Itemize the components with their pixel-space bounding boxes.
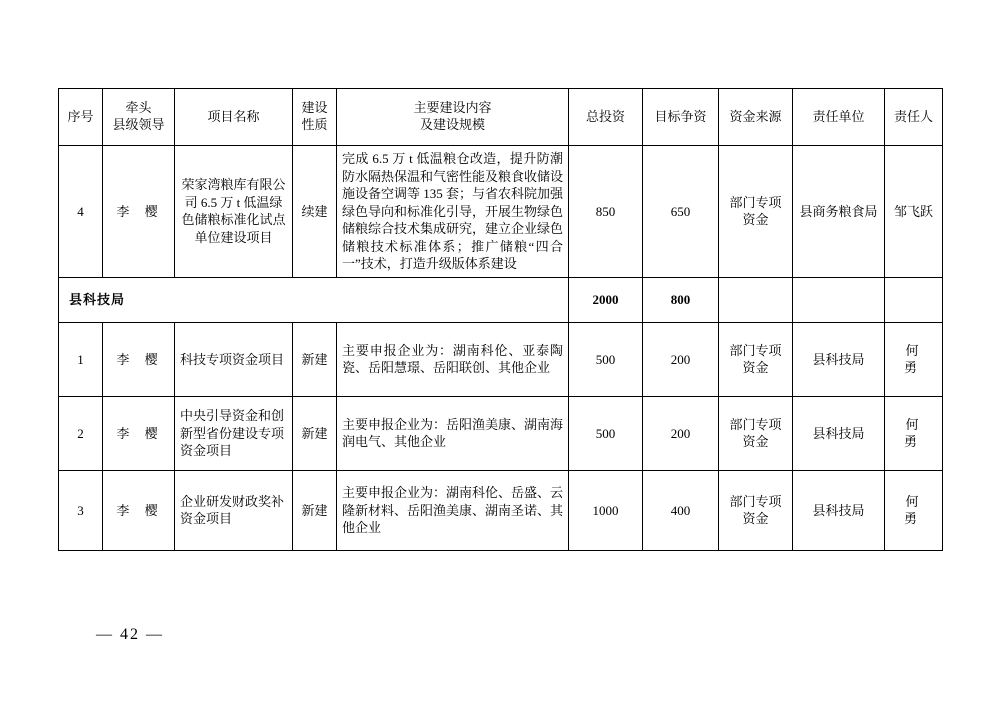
cell-responsible-person	[885, 470, 943, 550]
cell-seq: 1	[59, 322, 103, 396]
header-content-line1: 主要建设内容	[413, 100, 492, 116]
cell-content: 主要申报企业为：湖南科伦、亚泰陶瓷、岳阳慧璟、岳阳联创、其他企业	[337, 322, 569, 396]
table-header	[59, 89, 943, 146]
header-leader-line1: 牵头	[125, 100, 152, 116]
cell-target-funding: 200	[643, 322, 719, 396]
header-nature	[293, 89, 337, 146]
header-target-funding: 目标争资	[643, 89, 719, 146]
cell-project-name: 企业研发财政奖补资金项目	[175, 470, 293, 550]
cell-leader	[103, 322, 175, 396]
cell-nature: 新建	[293, 322, 337, 396]
cell-leader	[103, 470, 175, 550]
cell-content: 完成 6.5 万 t 低温粮仓改造，提升防潮防水隔热保温和气密性能及粮食收储设施设备空调等 135 套；与省农科院加强绿色导向和标准化引导，开展生物绿色储粮综合技术集成研究，建立企业绿色储粮技术标准体系；推广储粮“四合一”技术，打造升级版体系建设	[337, 146, 569, 278]
project-table-container	[58, 88, 942, 551]
table-body	[59, 146, 943, 551]
cell-responsible-unit: 县科技局	[793, 396, 885, 470]
cell-target-funding: 200	[643, 396, 719, 470]
cell-leader	[103, 396, 175, 470]
header-responsible-unit: 责任单位	[793, 89, 885, 146]
cell-responsible-person: 邹飞跃	[885, 146, 943, 278]
cell-fund-source: 部门专项资金	[719, 146, 793, 278]
cell-content: 主要申报企业为：湖南科伦、岳盛、云隆新材料、岳阳渔美康、湖南圣诺、其他企业	[337, 470, 569, 550]
group-responsible-unit	[793, 277, 885, 322]
cell-project-name: 中央引导资金和创新型省份建设专项资金项目	[175, 396, 293, 470]
header-leader	[103, 89, 175, 146]
leader-name: 李 樱	[116, 351, 164, 367]
header-content	[337, 89, 569, 146]
cell-nature: 新建	[293, 470, 337, 550]
cell-responsible-person	[885, 396, 943, 470]
cell-seq: 4	[59, 146, 103, 278]
cell-responsible-unit: 县商务粮食局	[793, 146, 885, 278]
header-nature-line2: 性质	[301, 117, 328, 132]
table-row	[59, 146, 943, 278]
group-responsible-person	[885, 277, 943, 322]
leader-name: 李 樱	[116, 502, 164, 518]
group-target-funding: 800	[643, 277, 719, 322]
leader-name: 李 樱	[116, 425, 164, 441]
cell-responsible-unit: 县科技局	[793, 470, 885, 550]
cell-total-investment: 500	[569, 396, 643, 470]
cell-nature: 新建	[293, 396, 337, 470]
cell-seq: 3	[59, 470, 103, 550]
cell-seq: 2	[59, 396, 103, 470]
person-name: 何 勇	[903, 342, 925, 376]
header-nature-line1: 建设	[301, 100, 328, 116]
cell-fund-source: 部门专项资金	[719, 396, 793, 470]
group-label: 县科技局	[59, 277, 569, 322]
person-name: 何 勇	[903, 493, 925, 527]
group-total-investment: 2000	[569, 277, 643, 322]
header-content-line2: 及建设规模	[419, 117, 485, 132]
cell-target-funding: 650	[643, 146, 719, 278]
cell-target-funding: 400	[643, 470, 719, 550]
cell-leader	[103, 146, 175, 278]
cell-responsible-unit: 县科技局	[793, 322, 885, 396]
cell-project-name: 荣家湾粮库有限公司 6.5 万 t 低温绿色储粮标准化试点单位建设项目	[175, 146, 293, 278]
project-table	[58, 88, 943, 551]
table-row	[59, 396, 943, 470]
page-number: — 42 —	[96, 626, 164, 643]
group-fund-source	[719, 277, 793, 322]
cell-project-name: 科技专项资金项目	[175, 322, 293, 396]
table-group-row	[59, 277, 943, 322]
header-seq: 序号	[59, 89, 103, 146]
cell-fund-source: 部门专项资金	[719, 470, 793, 550]
cell-responsible-person	[885, 322, 943, 396]
table-row	[59, 322, 943, 396]
header-fund-source: 资金来源	[719, 89, 793, 146]
header-responsible-person: 责任人	[885, 89, 943, 146]
leader-name: 李 樱	[116, 203, 164, 219]
header-leader-line2: 县级领导	[112, 117, 165, 132]
cell-total-investment: 1000	[569, 470, 643, 550]
person-name: 何 勇	[903, 416, 925, 450]
table-header-row	[59, 89, 943, 146]
header-project-name: 项目名称	[175, 89, 293, 146]
cell-nature: 续建	[293, 146, 337, 278]
table-row	[59, 470, 943, 550]
cell-total-investment: 500	[569, 322, 643, 396]
cell-fund-source: 部门专项资金	[719, 322, 793, 396]
cell-content: 主要申报企业为：岳阳渔美康、湖南海润电气、其他企业	[337, 396, 569, 470]
cell-total-investment: 850	[569, 146, 643, 278]
header-total-investment: 总投资	[569, 89, 643, 146]
